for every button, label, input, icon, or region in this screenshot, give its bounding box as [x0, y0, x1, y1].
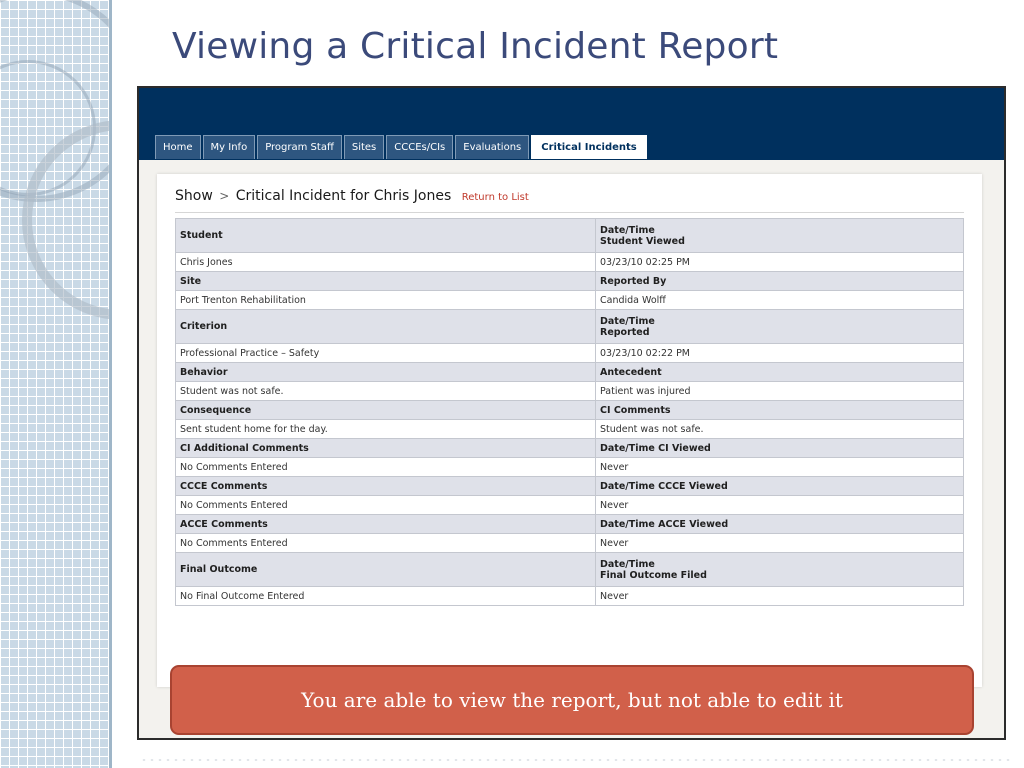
content-panel: [157, 174, 982, 687]
slide-title: Viewing a Critical Incident Report: [172, 26, 779, 67]
field-value: Student was not safe.: [176, 382, 596, 401]
field-value: Chris Jones: [176, 253, 596, 272]
report-value-row: [176, 382, 964, 401]
callout-box: [170, 665, 974, 735]
field-value: No Comments Entered: [176, 534, 596, 553]
field-label: [596, 477, 964, 496]
field-label-line: CCCE Comments: [180, 480, 268, 492]
app-screenshot: [137, 86, 1006, 740]
report-header-row: [176, 401, 964, 420]
report-header-row: [176, 553, 964, 587]
field-label-line: Date/Time ACCE Viewed: [600, 518, 729, 530]
field-value: 03/23/10 02:22 PM: [596, 344, 964, 363]
report-header-row: [176, 310, 964, 344]
breadcrumb-separator: >: [219, 189, 230, 203]
field-label: [176, 439, 596, 458]
report-value-row: [176, 291, 964, 310]
breadcrumb: [175, 188, 529, 204]
field-label-line: Reported By: [600, 275, 667, 287]
field-label: [176, 272, 596, 291]
field-label-line: Date/Time: [600, 224, 655, 236]
field-label: [176, 363, 596, 382]
incident-report-table: [175, 218, 964, 606]
field-value: Port Trenton Rehabilitation: [176, 291, 596, 310]
field-value: No Final Outcome Entered: [176, 587, 596, 606]
field-value: 03/23/10 02:25 PM: [596, 253, 964, 272]
field-label-line: Final Outcome: [180, 564, 258, 575]
report-value-row: [176, 458, 964, 477]
field-label: [596, 219, 964, 253]
field-label: [596, 401, 964, 420]
field-value: Candida Wolff: [596, 291, 964, 310]
field-label-line: Student Viewed: [600, 235, 685, 247]
field-label: [176, 515, 596, 534]
field-value: Never: [596, 534, 964, 553]
tab-program-staff[interactable]: Program Staff: [257, 135, 342, 159]
decorative-dots: [140, 758, 1010, 762]
field-value: No Comments Entered: [176, 496, 596, 515]
field-label-line: Date/Time: [600, 558, 655, 570]
report-value-row: [176, 496, 964, 515]
field-label: [176, 477, 596, 496]
field-value: Student was not safe.: [596, 420, 964, 439]
tab-critical-incidents[interactable]: Critical Incidents: [531, 135, 646, 159]
report-value-row: [176, 344, 964, 363]
field-label-line: Consequence: [180, 404, 252, 416]
field-label-line: Date/Time: [600, 315, 655, 327]
field-value: Sent student home for the day.: [176, 420, 596, 439]
sidebar-edge: [109, 0, 112, 768]
report-header-row: [176, 477, 964, 496]
tab-home[interactable]: Home: [155, 135, 201, 159]
field-label-line: Date/Time CI Viewed: [600, 442, 711, 454]
field-value: Patient was injured: [596, 382, 964, 401]
page-title: Critical Incident for Chris Jones: [235, 188, 452, 204]
report-header-row: [176, 272, 964, 291]
app-header: [139, 88, 1004, 160]
report-header-row: [176, 439, 964, 458]
field-label-line: Behavior: [180, 366, 228, 378]
report-header-row: [176, 219, 964, 253]
field-value: No Comments Entered: [176, 458, 596, 477]
field-label: [596, 363, 964, 382]
callout-text: You are able to view the report, but not able to edit it: [301, 688, 843, 712]
field-label: [176, 553, 596, 587]
tab-ccces-cis[interactable]: CCCEs/CIs: [386, 135, 453, 159]
field-label: [176, 401, 596, 420]
field-value: Never: [596, 496, 964, 515]
decorative-sidebar: [0, 0, 112, 768]
field-label: [596, 553, 964, 587]
field-label: [596, 272, 964, 291]
field-label-line: CI Additional Comments: [180, 442, 309, 454]
field-label-line: Date/Time CCCE Viewed: [600, 480, 728, 492]
report-header-row: [176, 515, 964, 534]
report-header-row: [176, 363, 964, 382]
field-label: [596, 439, 964, 458]
field-label-line: Site: [180, 275, 202, 287]
report-value-row: [176, 420, 964, 439]
field-label-line: ACCE Comments: [180, 518, 268, 530]
field-label-line: CI Comments: [600, 404, 671, 416]
field-label: [596, 310, 964, 344]
report-value-row: [176, 534, 964, 553]
field-label-line: Criterion: [180, 321, 228, 332]
field-label: [176, 310, 596, 344]
field-value: Professional Practice – Safety: [176, 344, 596, 363]
field-value: Never: [596, 458, 964, 477]
nav-tabs: [155, 135, 647, 159]
field-label: [596, 515, 964, 534]
divider: [175, 212, 964, 213]
field-label-line: Antecedent: [600, 366, 662, 378]
tab-my-info[interactable]: My Info: [203, 135, 256, 159]
tab-sites[interactable]: Sites: [344, 135, 384, 159]
field-value: Never: [596, 587, 964, 606]
field-label: [176, 219, 596, 253]
field-label-line: Student: [180, 230, 223, 241]
field-label-line: Reported: [600, 326, 650, 338]
report-value-row: [176, 587, 964, 606]
tab-evaluations[interactable]: Evaluations: [455, 135, 529, 159]
field-label-line: Final Outcome Filed: [600, 569, 707, 581]
breadcrumb-show: Show: [175, 188, 213, 204]
return-to-list-link[interactable]: Return to List: [461, 192, 529, 203]
report-value-row: [176, 253, 964, 272]
